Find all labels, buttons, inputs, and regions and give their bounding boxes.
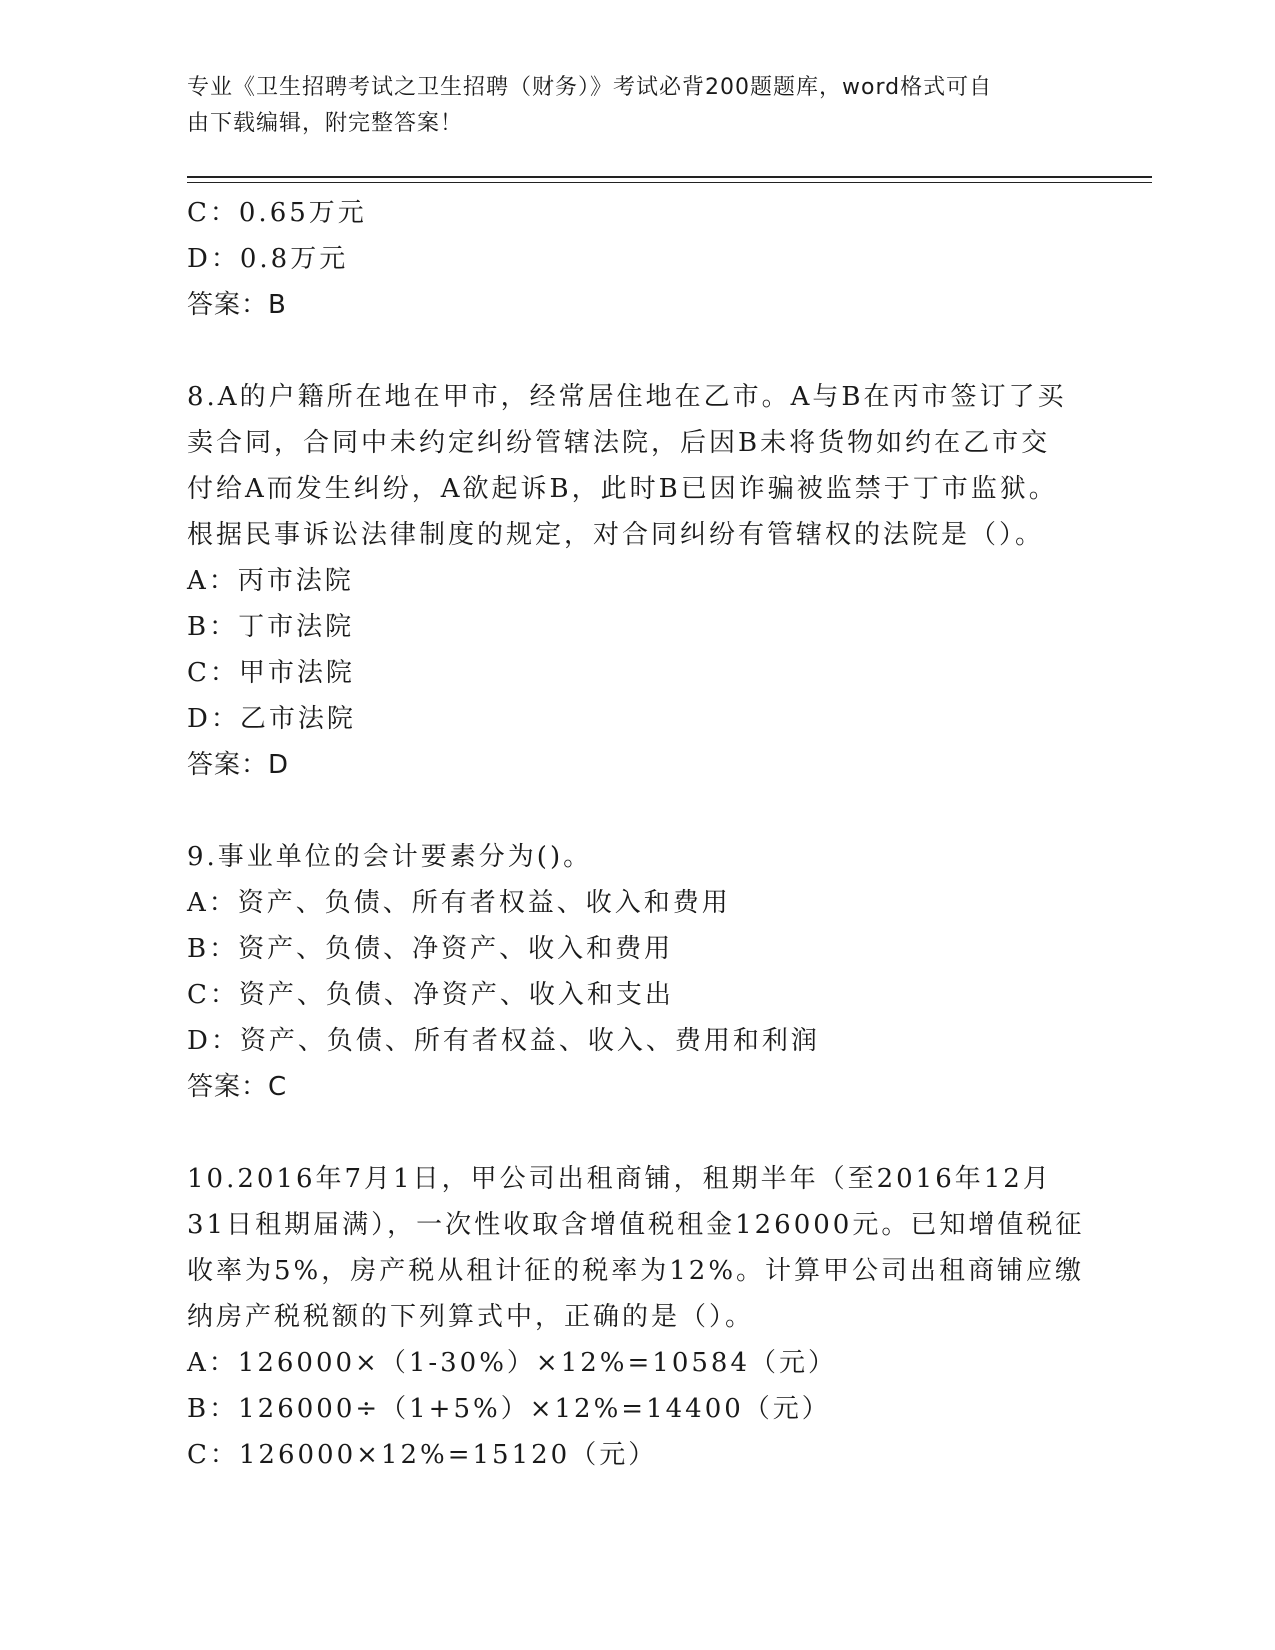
spacer	[187, 328, 1087, 374]
answer: 答案：C	[187, 1072, 288, 1102]
option-c: C：资产、负债、净资产、收入和支出	[187, 980, 674, 1010]
question-stem-line: 8.A的户籍所在地在甲市，经常居住地在乙市。A与B在丙市签订了买	[187, 382, 1067, 412]
question-10	[187, 1156, 1087, 1478]
question-stem-line: 收率为5%，房产税从租计征的税率为12%。计算甲公司出租商铺应缴	[187, 1256, 1085, 1286]
option-a: A：丙市法院	[187, 566, 354, 596]
question-8	[187, 374, 1087, 788]
option-c: C：0.65万元	[187, 198, 367, 228]
answer: 答案：B	[187, 290, 287, 320]
answer: 答案：D	[187, 750, 290, 780]
header-line-2: 由下载编辑，附完整答案！	[187, 111, 464, 136]
document-header	[187, 70, 1087, 142]
question-stem-line: 卖合同，合同中未约定纠纷管辖法院，后因B未将货物如约在乙市交	[187, 428, 1051, 458]
spacer	[187, 1110, 1087, 1156]
question-stem-line: 10.2016年7月1日，甲公司出租商铺，租期半年（至2016年12月	[187, 1164, 1052, 1194]
question-stem-line: 9.事业单位的会计要素分为()。	[187, 842, 593, 872]
question-stem-line: 付给A而发生纠纷，A欲起诉B，此时B已因诈骗被监禁于丁市监狱。	[187, 474, 1058, 504]
option-d: D：资产、负债、所有者权益、收入、费用和利润	[187, 1026, 820, 1056]
question-stem-line: 根据民事诉讼法律制度的规定，对合同纠纷有管辖权的法院是（）。	[187, 520, 1045, 550]
question-content	[187, 190, 1087, 1478]
question-stem-line: 31日租期届满），一次性收取含增值税租金126000元。已知增值税征	[187, 1210, 1085, 1240]
option-c: C：126000×12%=15120（元）	[187, 1440, 658, 1470]
question-9	[187, 834, 1087, 1110]
spacer	[187, 788, 1087, 834]
option-a: A：126000×（1-30%）×12%=10584（元）	[187, 1348, 837, 1378]
option-b: B：丁市法院	[187, 612, 355, 642]
question-stem-line: 纳房产税税额的下列算式中，正确的是（）。	[187, 1302, 755, 1332]
option-c: C：甲市法院	[187, 658, 355, 688]
option-b: B：126000÷（1+5%）×12%=14400（元）	[187, 1394, 831, 1424]
header-line-1: 专业《卫生招聘考试之卫生招聘（财务）》考试必背200题题库，word格式可自	[187, 75, 993, 100]
header-divider-thin	[187, 182, 1152, 183]
option-a: A：资产、负债、所有者权益、收入和费用	[187, 888, 731, 918]
option-b: B：资产、负债、净资产、收入和费用	[187, 934, 674, 964]
option-d: D：0.8万元	[187, 244, 349, 274]
question-7-tail	[187, 190, 1087, 328]
option-d: D：乙市法院	[187, 704, 356, 734]
header-divider-thick	[187, 176, 1152, 178]
